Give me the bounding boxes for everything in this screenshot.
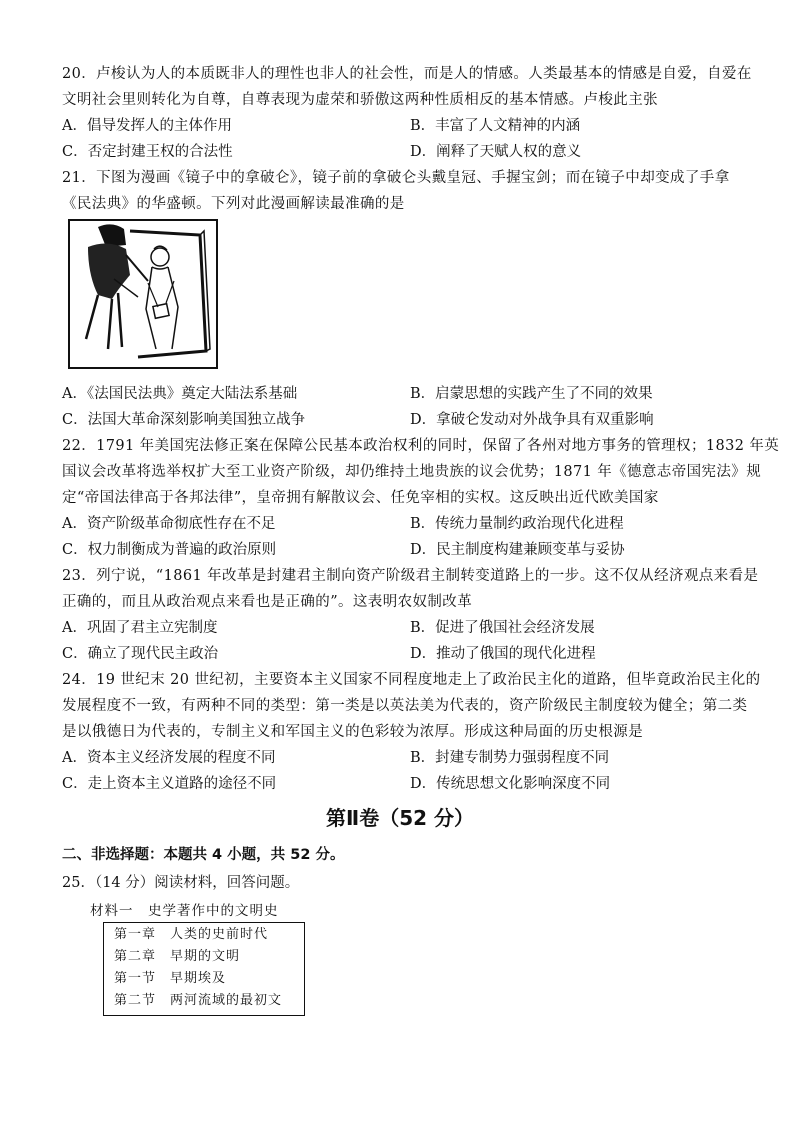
q20-stem-line-1: 20．卢梭认为人的本质既非人的理性也非人的社会性，而是人的情感。人类最基本的情感是自爱，自爱在 — [62, 66, 752, 82]
q21-option-b: B．启蒙思想的实践产生了不同的效果 — [410, 386, 653, 402]
q22-option-b: B．传统力量制约政治现代化进程 — [410, 516, 624, 532]
q21-stem-line-1: 21．下图为漫画《镜子中的拿破仑》，镜子前的拿破仑头戴皇冠、手握宝剑；而在镜子中却变成了手拿 — [62, 170, 730, 186]
q24-option-c: C．走上资本主义道路的途径不同 — [62, 776, 277, 792]
q22-option-d: D．民主制度构建兼顾变革与妥协 — [410, 542, 625, 558]
q23-option-c: C．确立了现代民主政治 — [62, 646, 219, 662]
toc-row-3: 第一节 早期埃及 — [114, 971, 227, 986]
q21-stem-line-2: 《民法典》的华盛顿。下列对此漫画解读最准确的是 — [62, 196, 405, 212]
toc-table — [103, 922, 305, 1016]
q20-stem-line-2: 文明社会里则转化为自尊，自尊表现为虚荣和骄傲这两种性质相反的基本情感。卢梭此主张 — [62, 92, 658, 108]
q22-stem-line-1: 22．1791 年美国宪法修正案在保障公民基本政治权利的同时，保留了各州对地方事务的管理权；1832 年英 — [62, 438, 780, 454]
section-2-subtitle: 二、非选择题：本题共 4 小题，共 52 分。 — [62, 847, 345, 863]
q20-option-a: A．倡导发挥人的主体作用 — [62, 118, 232, 134]
q24-option-a: A．资本主义经济发展的程度不同 — [62, 750, 276, 766]
material-1-title: 材料一 史学著作中的文明史 — [90, 903, 279, 919]
q20-option-c: C．否定封建王权的合法性 — [62, 144, 233, 160]
q21-option-c: C．法国大革命深刻影响美国独立战争 — [62, 412, 306, 428]
q23-stem-line-1: 23．列宁说，“1861 年改革是封建君主制向资产阶级君主制转变道路上的一步。这不仅从经济观点来看是 — [62, 568, 759, 584]
q22-stem-line-2: 国议会改革将选举权扩大至工业资产阶级，却仍维持土地贵族的议会优势；1871 年《德意志帝国宪法》规 — [62, 464, 762, 480]
q23-option-a: A．巩固了君主立宪制度 — [62, 620, 218, 636]
q24-stem-line-2: 发展程度不一致，有两种不同的类型：第一类是以英法美为代表的，资产阶级民主制度较为健全；第二类 — [62, 698, 748, 714]
q22-option-c: C．权力制衡成为普遍的政治原则 — [62, 542, 277, 558]
q24-option-d: D．传统思想文化影响深度不同 — [410, 776, 611, 792]
napoleon-mirror-cartoon — [68, 219, 218, 369]
q21-option-d: D．拿破仑发动对外战争具有双重影响 — [410, 412, 654, 428]
toc-row-4: 第二节 两河流域的最初文 — [114, 993, 283, 1008]
q25-stem: 25．（14 分）阅读材料，回答问题。 — [62, 875, 300, 891]
section-2-title: 第Ⅱ卷（52 分） — [326, 806, 474, 830]
q23-stem-line-2: 正确的，而且从政治观点来看也是正确的”。这表明农奴制改革 — [62, 594, 473, 610]
q24-stem-line-3: 是以俄德日为代表的，专制主义和军国主义的色彩较为浓厚。形成这种局面的历史根源是 — [62, 724, 644, 740]
q24-stem-line-1: 24．19 世纪末 20 世纪初，主要资本主义国家不同程度地走上了政治民主化的道路，但毕竟政治民主化的 — [62, 672, 761, 688]
q21-option-a: A．《法国民法典》奠定大陆法系基础 — [62, 386, 298, 402]
q20-option-d: D．阐释了天赋人权的意义 — [410, 144, 582, 160]
q20-option-b: B．丰富了人文精神的内涵 — [410, 118, 581, 134]
q22-option-a: A．资产阶级革命彻底性存在不足 — [62, 516, 276, 532]
q24-option-b: B．封建专制势力强弱程度不同 — [410, 750, 610, 766]
toc-row-1: 第一章 人类的史前时代 — [114, 927, 269, 942]
toc-row-2: 第二章 早期的文明 — [114, 949, 241, 964]
q23-option-d: D．推动了俄国的现代化进程 — [410, 646, 596, 662]
q22-stem-line-3: 定“帝国法律高于各邦法律”，皇帝拥有解散议会、任免宰相的实权。这反映出近代欧美国家 — [62, 490, 659, 506]
q23-option-b: B．促进了俄国社会经济发展 — [410, 620, 595, 636]
